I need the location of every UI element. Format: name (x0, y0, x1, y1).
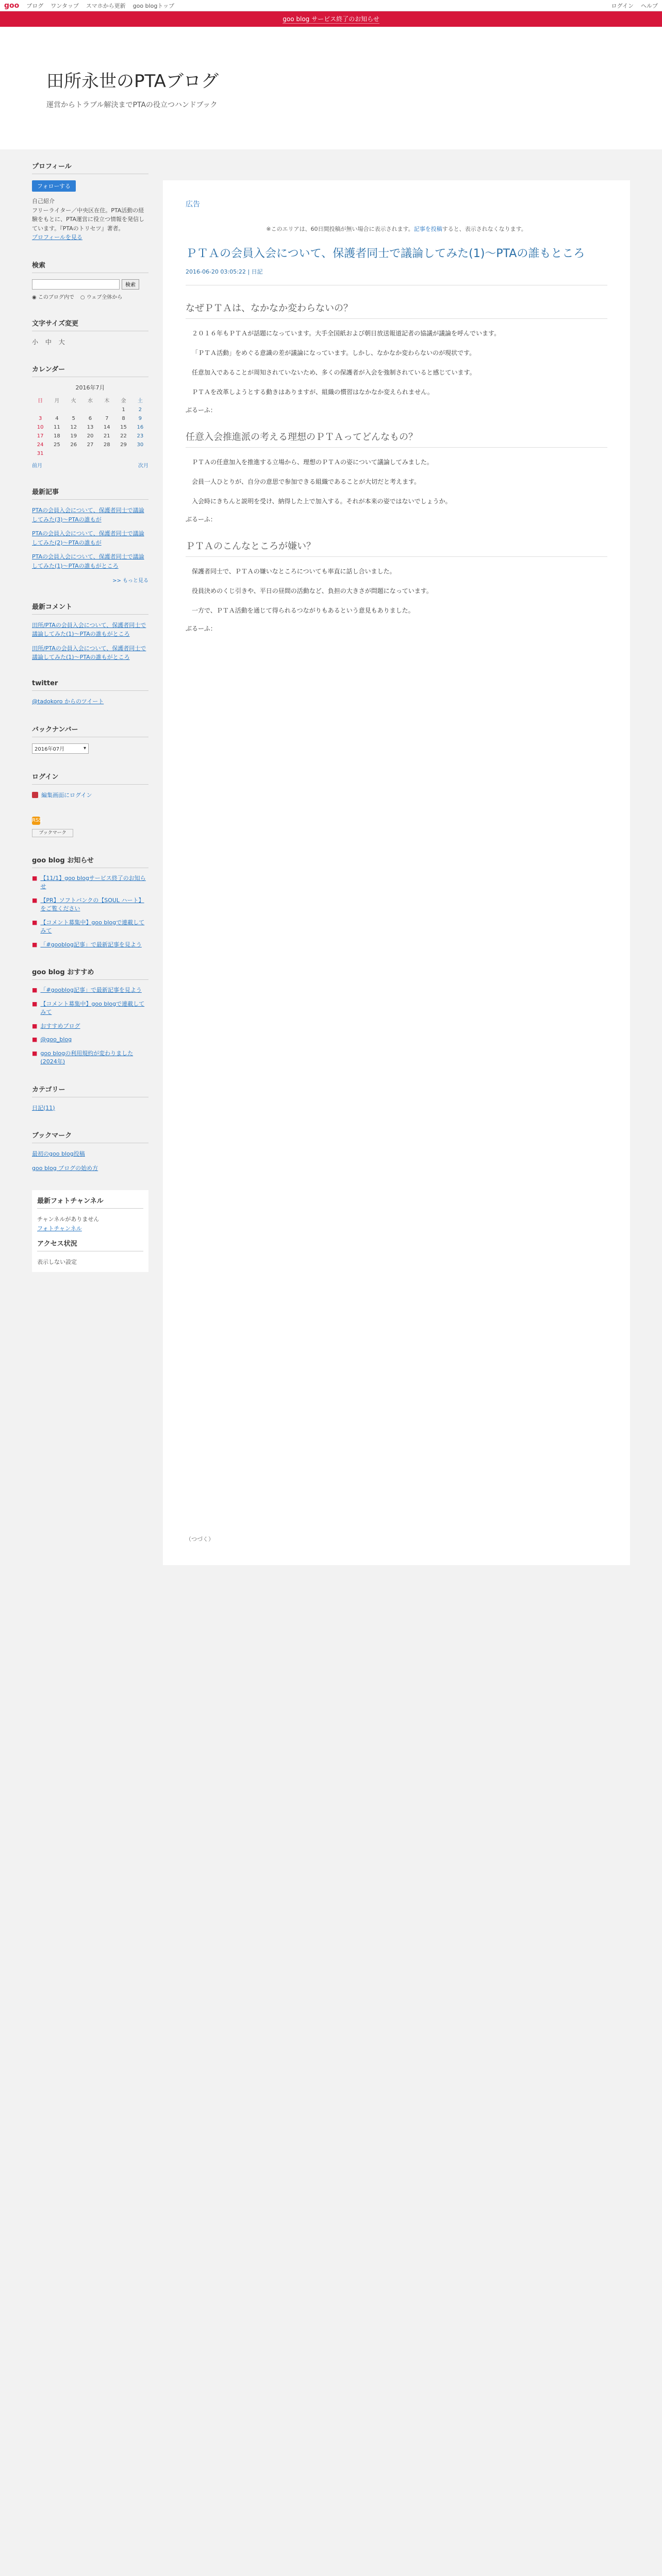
login-title: ログイン (32, 771, 148, 785)
osusume-item-link[interactable]: おすすめブログ (40, 1022, 80, 1029)
category-title: カテゴリー (32, 1084, 148, 1097)
access-text: 表示しない設定 (37, 1259, 77, 1266)
calendar-weekday: 火 (71, 398, 76, 404)
calendar-day[interactable]: 7 (105, 415, 109, 421)
osusume-item-link[interactable]: @goo_blog (40, 1036, 72, 1043)
calendar-day (32, 405, 48, 414)
ad-label: 広告 (186, 200, 200, 209)
news-item-link[interactable]: 【コメント募集中】goo blogで連載してみて (40, 919, 145, 934)
profile-link[interactable]: プロフィールを見る (32, 234, 82, 241)
recent-entries-title: 最新記事 (32, 486, 148, 500)
topbar-link-onetap[interactable]: ワンタップ (51, 2, 79, 9)
recent-entry-link[interactable]: PTAの会員入会について、保護者同士で議論してみた(1)〜PTAの誰もがところ (32, 553, 144, 569)
calendar-day (48, 405, 65, 414)
search-scope-web-label: ウェブ全体から (86, 294, 123, 300)
article-date: 2016-06-20 03:05:22 | 日記 (186, 267, 607, 285)
article-body-continuation (186, 633, 607, 1519)
blog-description: 運営からトラブル解決までPTAの役立つハンドブック (46, 101, 218, 109)
topbar-link-blog[interactable]: ブログ (26, 2, 44, 9)
calendar-weekday: 土 (137, 398, 143, 404)
chevron-down-icon: ▾ (83, 745, 86, 751)
calendar-day[interactable]: 11 (54, 424, 60, 430)
bookmark-link[interactable]: goo blog ブログの始め方 (32, 1164, 98, 1172)
calendar-day[interactable]: 2 (138, 406, 142, 413)
twitter-title: twitter (32, 680, 148, 691)
photo-channel-panel (32, 1190, 148, 1272)
calendar-day[interactable]: 18 (54, 433, 60, 439)
text-size-small[interactable]: 小 (32, 338, 39, 346)
service-end-notice (0, 11, 662, 27)
bullet-icon: ■ (32, 874, 38, 882)
speaker-label: ぶるーふ： (186, 515, 217, 523)
login-link[interactable]: 編集画面にログイン (41, 791, 92, 799)
calendar-day[interactable]: 14 (103, 424, 110, 430)
service-end-link[interactable]: goo blog サービス終了のお知らせ (283, 15, 379, 23)
twitter-link[interactable]: @tadokoro からのツイート (32, 698, 104, 705)
topbar-help-link[interactable]: ヘルプ (641, 2, 658, 9)
bookmark-button[interactable]: ブックマーク (32, 829, 73, 837)
calendar-day[interactable]: 24 (37, 442, 44, 448)
topbar-link-mobile[interactable]: スマホから更新 (86, 2, 126, 9)
calendar-day[interactable]: 31 (37, 450, 44, 456)
calendar-day (132, 449, 148, 458)
login-section (32, 771, 148, 799)
news-item-link[interactable]: 【PR】ソフトバンクの【SOUL ハート】をご覧ください (40, 896, 144, 912)
speaker-label: ぶるーふ： (186, 406, 217, 414)
photo-channel-empty: チャンネルがありません (37, 1216, 100, 1223)
goo-blog-news-title: goo blog お知らせ (32, 855, 148, 868)
bullet-icon: ■ (32, 987, 38, 993)
calendar-day[interactable]: 12 (70, 424, 77, 430)
backnumber-selected: 2016年07月 (35, 747, 65, 752)
twitter-section (32, 680, 148, 706)
calendar-day[interactable]: 26 (70, 442, 77, 448)
calendar-day[interactable]: 15 (120, 424, 127, 430)
search-scope-web-radio[interactable]: ○ ウェブ全体から (80, 294, 123, 300)
osusume-item-link[interactable]: 【コメント募集中】goo blogで連載してみて (40, 1000, 145, 1015)
news-item (32, 874, 148, 891)
calendar-day (65, 405, 82, 414)
rss-section (32, 817, 148, 837)
topbar-login-link[interactable]: ログイン (611, 2, 634, 9)
sidebar (32, 149, 148, 1272)
calendar-weekday: 日 (38, 398, 43, 404)
section-heading: 任意入会推進派の考える理想のＰＴＡってどんなもの？ (186, 430, 607, 448)
recent-entry-link[interactable]: PTAの会員入会について、保護者同士で議論してみた(3)〜PTAの誰もが (32, 506, 144, 523)
text-size-section (32, 318, 148, 346)
pr-note (186, 225, 607, 233)
calendar-day[interactable]: 3 (38, 415, 42, 421)
calendar-weekday: 木 (104, 398, 110, 404)
goo-blog-osusume-title: goo blog おすすめ (32, 967, 148, 980)
calendar-day[interactable]: 8 (122, 415, 125, 421)
text-size-title: 文字サイズ変更 (32, 318, 148, 331)
pr-note-tail: すると、表示されなくなります。 (442, 226, 527, 232)
bullet-icon: ■ (32, 1022, 38, 1029)
section-heading: なぜＰＴＡは、なかなか変わらないの？ (186, 301, 607, 319)
bullet-icon: ■ (32, 1049, 38, 1057)
calendar-day[interactable]: 21 (103, 433, 110, 439)
calendar-day (82, 449, 98, 458)
article-paragraph: 役員決めのくじ引きや、平日の昼間の活動など、負担の大きさが問題になっています。 (192, 587, 433, 595)
search-scope-blog-radio[interactable]: ◉ このブログ内で (32, 294, 74, 300)
article-paragraph: 任意加入であることが周知されていないため、多くの保護者が入会を強制されていると感じています。 (192, 368, 476, 376)
main-content (163, 180, 630, 1565)
calendar-day (98, 449, 115, 458)
osusume-item (32, 1000, 148, 1017)
backnumber-title: バックナンバー (32, 724, 148, 737)
article-paragraph: ２０１６年もＰＴＡが話題になっています。大手全国紙および朝日放送報道記者の協議が議論を呼んでいます。 (192, 329, 501, 337)
calendar-day[interactable]: 25 (54, 442, 60, 448)
access-title: アクセス状況 (37, 1238, 143, 1251)
calendar-weekday: 金 (121, 398, 126, 404)
calendar-day[interactable]: 13 (87, 424, 94, 430)
calendar-day[interactable]: 30 (137, 442, 144, 448)
bullet-icon: ■ (32, 1036, 38, 1043)
category-link[interactable]: 日記(11) (32, 1104, 55, 1111)
category-section (32, 1084, 148, 1113)
blog-header (0, 27, 662, 149)
section-heading: ＰＴＡのこんなところが嫌い？ (186, 539, 607, 557)
profile-text: フリーライター／中央区在住。PTA活動の経験をもとに、PTA運営に役立つ情報を発信しています。『PTAのトリセツ』著者。 (32, 207, 145, 232)
calendar-day[interactable]: 1 (122, 406, 125, 413)
article-paragraph: 入会時にきちんと説明を受け、納得した上で加入する。それが本来の姿ではないでしょうか。 (192, 497, 452, 505)
calendar-weekday: 水 (87, 398, 93, 404)
recent-comment-link[interactable]: 田所/PTAの会員入会について、保護者同士で議論してみた(1)〜PTAの誰もがところ (32, 621, 146, 638)
search-scope-blog-label: このブログ内で (38, 294, 74, 300)
calendar-day[interactable]: 6 (88, 415, 92, 421)
news-item-link[interactable]: 【11/1】goo blogサービス終了のお知らせ (40, 874, 146, 890)
bullet-icon: ■ (32, 919, 38, 926)
calendar-day[interactable]: 27 (87, 442, 94, 448)
news-item (32, 941, 148, 950)
calendar-weekday: 月 (54, 398, 60, 404)
calendar-day[interactable]: 17 (37, 433, 44, 439)
search-title: 検索 (32, 260, 148, 273)
recent-comment-link[interactable]: 田所/PTAの会員入会について、保護者同士で議論してみた(1)〜PTAの誰もがところ (32, 645, 146, 661)
osusume-item (32, 1022, 148, 1031)
calendar-day[interactable]: 19 (70, 433, 77, 439)
article-paragraph: 保護者同士で、ＰＴＡの嫌いなところについても率直に話し合いました。 (192, 567, 396, 575)
calendar-day (82, 405, 98, 414)
recent-comments-title: 最新コメント (32, 601, 148, 615)
recent-entry-link[interactable]: PTAの会員入会について、保護者同士で議論してみた(2)〜PTAの誰もが (32, 530, 144, 546)
osusume-item (32, 986, 148, 995)
calendar-next-link[interactable]: 次月 (138, 463, 148, 469)
calendar-caption: 2016年7月 (75, 384, 105, 391)
recent-entries-more-link[interactable]: >> もっと見る (112, 578, 148, 584)
calendar-day[interactable]: 10 (37, 424, 44, 430)
calendar-day[interactable]: 20 (87, 433, 94, 439)
search-section (32, 260, 148, 300)
profile-title: プロフィール (32, 161, 148, 174)
recent-entries-section (32, 486, 148, 584)
text-size-large[interactable]: 大 (58, 338, 65, 346)
bookmark-title: ブックマーク (32, 1130, 148, 1143)
calendar-day[interactable]: 22 (120, 433, 127, 439)
bookmark-link[interactable]: 最初のgoo blog投稿 (32, 1150, 85, 1158)
topbar-link-top[interactable]: goo blogトップ (133, 2, 174, 9)
recent-comments-section (32, 601, 148, 662)
text-size-medium[interactable]: 中 (45, 338, 52, 346)
news-item-link[interactable]: 「#gooblog記事」で最新記事を見よう (40, 941, 142, 948)
article-paragraph: 一方で、ＰＴＡ活動を通じて得られるつながりもあるという意見もありました。 (192, 606, 415, 614)
calendar-day[interactable]: 29 (120, 442, 127, 448)
article-title[interactable]: ＰＴＡの会員入会について、保護者同士で議論してみた(1)〜PTAの誰もところ (186, 247, 585, 260)
goo-blog-osusume-section (32, 967, 148, 1066)
calendar-day[interactable]: 23 (137, 433, 144, 439)
osusume-item-link[interactable]: 「#gooblog記事」で最新記事を見よう (40, 987, 142, 993)
news-item (32, 896, 148, 913)
article-footnote: （つづく） (186, 1535, 214, 1543)
bullet-icon: ■ (32, 1000, 38, 1007)
profile-section (32, 161, 148, 242)
rss-icon[interactable]: RSS (32, 817, 40, 825)
article-paragraph: 「ＰＴＡ活動」をめぐる意識の差が議論になっています。しかし、なかなか変わらないのが現状です。 (192, 349, 476, 357)
search-input[interactable] (32, 279, 120, 290)
goo-logo[interactable]: goo (4, 1, 20, 10)
post-article-link[interactable]: 記事を投稿 (413, 226, 442, 232)
goo-blog-news-section (32, 855, 148, 950)
global-topbar (0, 0, 662, 11)
calendar-day (48, 449, 65, 458)
calendar-day[interactable]: 16 (137, 424, 144, 430)
speaker-label: ぶるーふ： (186, 624, 217, 632)
login-icon (32, 792, 38, 798)
pr-note-text: ※このエリアは、60日間投稿が無い場合に表示されます。 (266, 226, 414, 232)
news-item (32, 919, 148, 936)
calendar-section (32, 364, 148, 469)
photo-channel-link[interactable]: フォトチャンネル (37, 1225, 82, 1232)
backnumber-section (32, 724, 148, 754)
calendar-day (65, 449, 82, 458)
backnumber-select[interactable] (32, 743, 89, 754)
osusume-item (32, 1036, 148, 1044)
osusume-item (32, 1049, 148, 1066)
blog-title[interactable]: 田所永世のPTAブログ (46, 71, 219, 92)
article-paragraph: 会員一人ひとりが、自分の意思で参加できる組織であることが大切だと考えます。 (192, 478, 421, 485)
calendar-day[interactable]: 9 (138, 415, 142, 421)
calendar-table (32, 383, 148, 458)
bookmark-section (32, 1130, 148, 1173)
osusume-item-link[interactable]: goo blogの利用規約が変わりました(2024年) (40, 1049, 134, 1065)
photo-channel-title: 最新フォトチャンネル (37, 1195, 143, 1209)
calendar-title: カレンダー (32, 364, 148, 377)
calendar-day[interactable]: 5 (72, 415, 75, 421)
bullet-icon: ■ (32, 896, 38, 904)
calendar-day (98, 405, 115, 414)
bullet-icon: ■ (32, 941, 38, 948)
calendar-day (115, 449, 131, 458)
calendar-prev-link[interactable]: 前月 (32, 463, 42, 469)
article-paragraph: ＰＴＡを改革しようとする動きはありますが、組織の慣習はなかなか変えられません。 (192, 388, 434, 396)
search-button[interactable]: 検索 (122, 279, 139, 290)
calendar-day[interactable]: 4 (55, 415, 59, 421)
article-paragraph: ＰＴＡの任意加入を推進する立場から、理想のＰＴＡの姿について議論してみました。 (192, 458, 433, 466)
follow-button[interactable]: フォローする (32, 180, 76, 192)
profile-name-label: 自己紹介 (32, 198, 55, 205)
calendar-day[interactable]: 28 (103, 442, 110, 448)
